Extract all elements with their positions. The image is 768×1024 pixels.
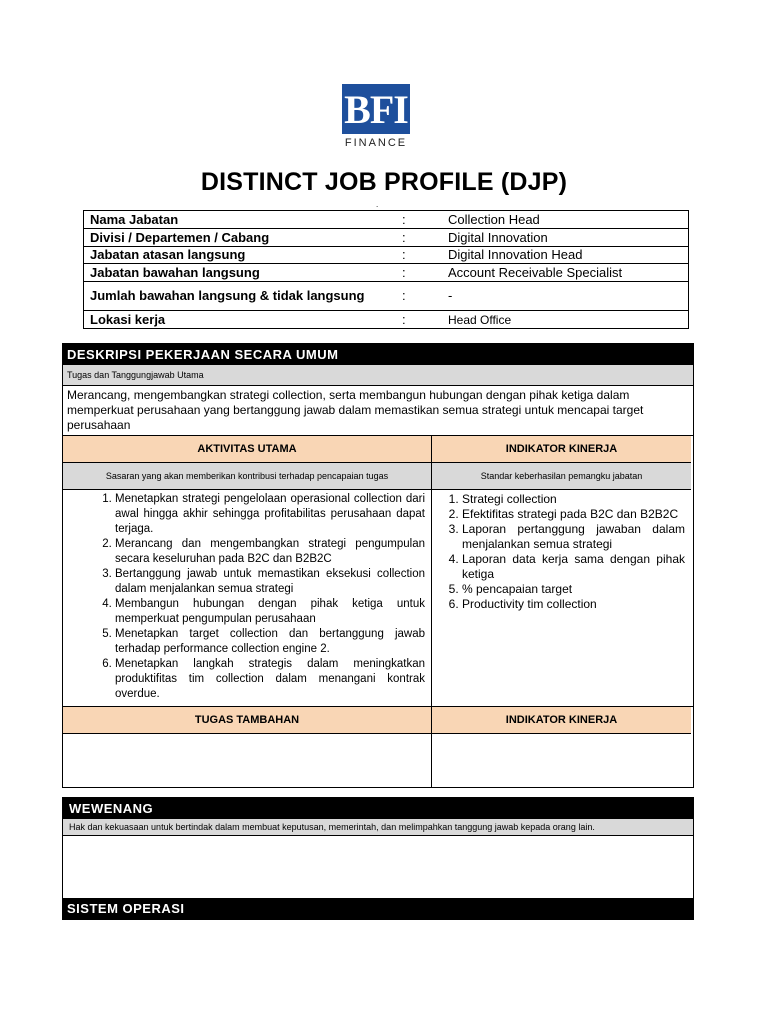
info-row (84, 211, 689, 229)
list-item: 6. Productivity tim collection (462, 597, 685, 612)
indikator-header: INDIKATOR KINERJA (432, 436, 691, 463)
info-key: Jumlah bawahan langsung & tidak langsung (84, 282, 397, 311)
info-key: Jabatan atasan langsung (84, 247, 397, 264)
wewenang-content (63, 836, 693, 898)
job-info-table (83, 210, 689, 329)
info-value: Digital Innovation Head (438, 247, 689, 264)
info-row (84, 311, 689, 329)
aktivitas-grid (63, 436, 693, 706)
list-item: 4. Laporan data kerja sama dengan pihak ketiga (462, 552, 685, 582)
aktivitas-header: AKTIVITAS UTAMA (63, 436, 431, 463)
info-value: - (438, 282, 689, 311)
list-item: 1. Menetapkan strategi pengelolaan operasional collection dari awal hingga akhir sehingga profitabilitas perusahaan dapat terjaga. (115, 492, 425, 537)
info-value: Collection Head (438, 211, 689, 229)
bfi-finance-logo (342, 84, 410, 149)
document-title: DISTINCT JOB PROFILE (DJP) (200, 168, 568, 196)
aktivitas-column (63, 436, 432, 706)
indikator2-content (432, 734, 691, 787)
wewenang-section (62, 797, 694, 920)
info-key: Divisi / Departemen / Cabang (84, 229, 397, 247)
info-key: Nama Jabatan (84, 211, 397, 229)
info-value: Digital Innovation (438, 229, 689, 247)
tugas-tambahan-header: TUGAS TAMBAHAN (63, 707, 431, 734)
list-item: 3. Bertanggung jawab untuk memastikan eksekusi collection dalam menjalankan semua strategi (115, 567, 425, 597)
indikator2-column (432, 707, 691, 787)
indikator-subheader: Standar keberhasilan pemangku jabatan (432, 463, 691, 490)
tugas-tambahan-grid (63, 706, 693, 787)
info-key: Lokasi kerja (84, 311, 397, 329)
info-colon: : (396, 211, 438, 229)
info-colon: : (396, 229, 438, 247)
tugas-tambahan-content (63, 734, 431, 787)
info-row (84, 247, 689, 264)
deskripsi-subheader: Tugas dan Tanggungjawab Utama (63, 365, 693, 386)
info-colon: : (396, 247, 438, 264)
info-row (84, 229, 689, 247)
tugas-tambahan-column (63, 707, 432, 787)
info-colon: : (396, 282, 438, 311)
list-item: 6. Menetapkan langkah strategis dalam meningkatkan produktifitas tim collection dalam menangani kontrak overdue. (115, 657, 425, 702)
deskripsi-section (62, 343, 694, 788)
stray-dot: . (376, 200, 379, 209)
info-colon: : (396, 264, 438, 282)
indikator2-header: INDIKATOR KINERJA (432, 707, 691, 734)
list-item: 1. Strategi collection (462, 492, 685, 507)
deskripsi-text: Merancang, mengembangkan strategi collection, serta membangun hubungan dengan pihak ketiga dalam memperkuat perusahaan yang bertanggung jawab dalam memastikan semua strategi untuk mencapai target perusahaan (63, 386, 693, 436)
list-item: 5. % pencapaian target (462, 582, 685, 597)
logo-mark: BFI (342, 84, 410, 134)
indikator-list (432, 490, 691, 616)
logo-subtitle: FINANCE (344, 137, 408, 149)
info-colon: : (396, 311, 438, 329)
info-value: Head Office (438, 311, 689, 329)
sistem-operasi-header: SISTEM OPERASI (63, 898, 693, 919)
list-item: 4. Membangun hubungan dengan pihak ketiga untuk memperkuat pengumpulan perusahaan (115, 597, 425, 627)
list-item: 5. Menetapkan target collection dan bertanggung jawab terhadap performance collection engine 2. (115, 627, 425, 657)
indikator-column (432, 436, 691, 706)
aktivitas-list (63, 490, 431, 706)
aktivitas-subheader: Sasaran yang akan memberikan kontribusi terhadap pencapaian tugas (63, 463, 431, 490)
list-item: 2. Merancang dan mengembangkan strategi pengumpulan secara keseluruhan pada B2C dan B2B2C (115, 537, 425, 567)
info-row (84, 264, 689, 282)
info-key: Jabatan bawahan langsung (84, 264, 397, 282)
list-item: 3. Laporan pertanggung jawaban dalam menjalankan semua strategi (462, 522, 685, 552)
info-row (84, 282, 689, 311)
wewenang-subheader: Hak dan kekuasaan untuk bertindak dalam membuat keputusan, memerintah, dan melimpahkan tanggung jawab kepada orang lain. (63, 819, 693, 836)
wewenang-header: WEWENANG (63, 798, 693, 819)
info-value: Account Receivable Specialist (438, 264, 689, 282)
deskripsi-header: DESKRIPSI PEKERJAAN SECARA UMUM (63, 344, 693, 365)
list-item: 2. Efektifitas strategi pada B2C dan B2B2C (462, 507, 685, 522)
